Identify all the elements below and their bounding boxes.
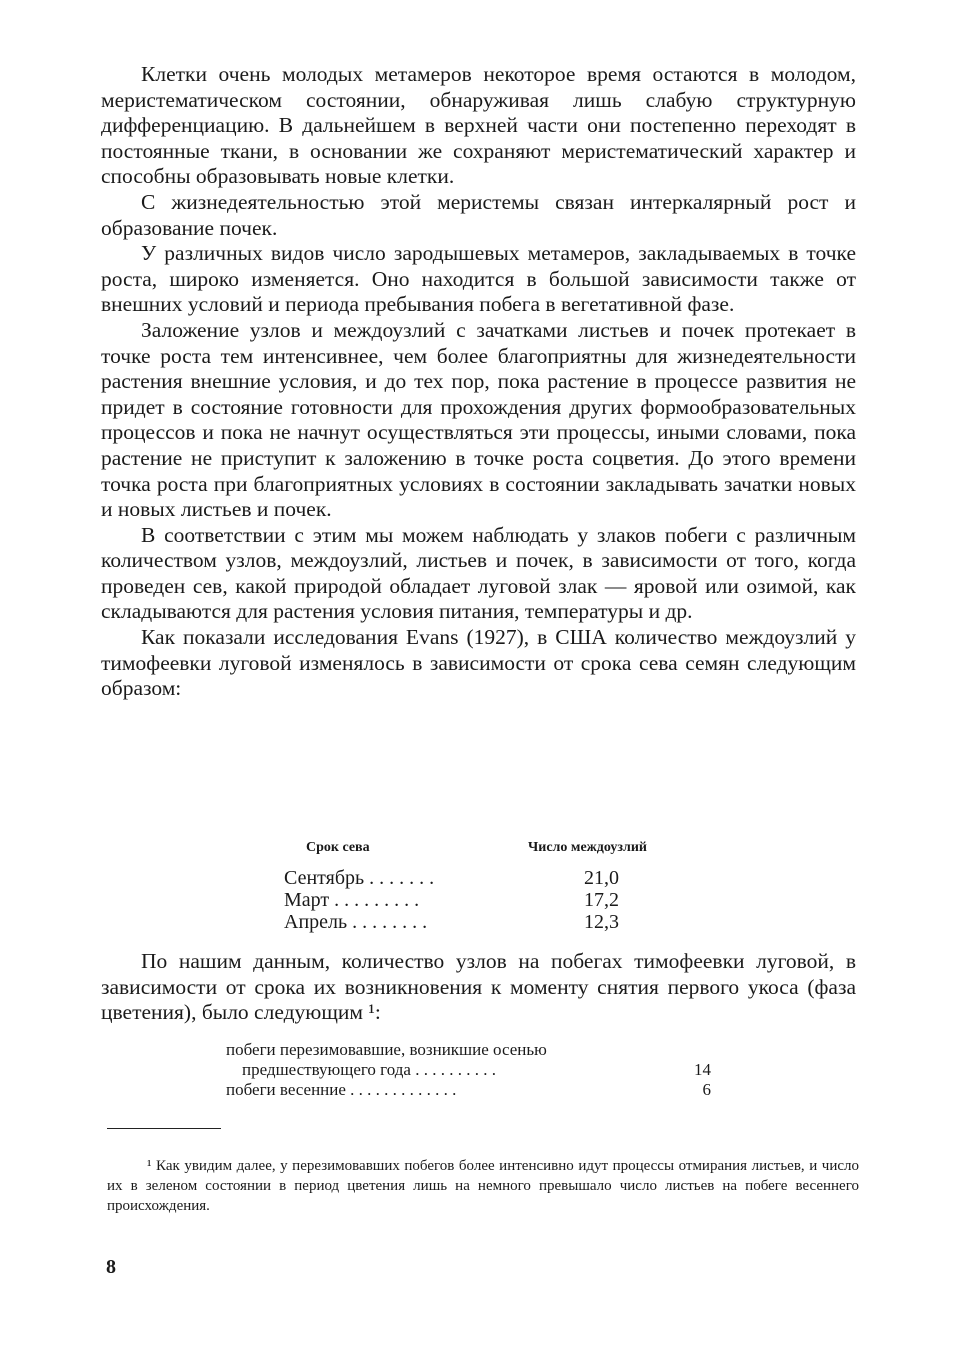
table-row [284, 889, 704, 911]
main-text-continued [101, 949, 856, 1026]
row-value: 12,3 [584, 911, 619, 933]
footnote-divider [107, 1128, 221, 1129]
main-text [101, 62, 856, 702]
paragraph-5: В соответствии с этим мы можем наблюдать у злаков побеги с различным количеством узлов, междоузлий, листьев и почек, в зависимости от того, когда проведен сев, какой природой обладает луговой злак — яровой или озимой, как складываются для растения условия питания, температуры и др. [101, 522, 856, 624]
table-row [226, 1040, 726, 1060]
node-count-table [226, 1040, 726, 1100]
column-header-internodes: Число междоузлий [528, 840, 647, 855]
footnote-text: ¹ Как увидим далее, у перезимовавших побегов более интенсивно идут процессы отмирания листьев, и число их в зеленом состоянии в период цветения лишь на немного превышало число листьев на побеге весеннего происхождения. [107, 1158, 859, 1214]
row-label: Апрель . . . . . . . . [284, 911, 428, 933]
table-row [284, 911, 704, 933]
page-number: 8 [106, 1256, 116, 1278]
row-value: 21,0 [584, 867, 619, 889]
paragraph-2: С жизнедеятельностью этой меристемы связан интеркалярный рост и образование почек. [101, 189, 856, 240]
paragraph-1: Клетки очень молодых метамеров некоторое время остаются в молодом, меристематическом состоянии, обнаруживая лишь слабую структурную дифференциацию. В дальнейшем в верхней части они постепенно переходят в постоянные ткани, в основании же сохраняют меристематический характер и способны образовывать новые клетки. [101, 62, 856, 189]
table-header [284, 837, 704, 859]
table-row [226, 1080, 726, 1100]
sowing-date-table [284, 837, 704, 933]
paragraph-6: Как показали исследования Evans (1927), в США количество междоузлий у тимофеевки луговой изменялось в зависимости от срока сева семян следующим образом: [101, 625, 856, 701]
table-row [226, 1060, 726, 1080]
row-label: Март . . . . . . . . . [284, 889, 420, 911]
row-label: побеги весенние . . . . . . . . . . . . . [226, 1080, 457, 1099]
footnote [107, 1156, 859, 1216]
row-value: 17,2 [584, 889, 619, 911]
paragraph-3: У различных видов число зародышевых метамеров, закладываемых в точке роста, широко изменяется. Оно находится в большой зависимости также от внешних условий и периода пребывания побега в вегетативной фазе. [101, 241, 856, 317]
column-header-sowing-date: Срок сева [306, 840, 370, 855]
row-value: 6 [702, 1080, 711, 1099]
paragraph-4: Заложение узлов и междоузлий с зачатками листьев и почек протекает в точке роста тем интенсивнее, чем более благоприятны для жизнедеятельности растения внешние условия, и до тех пор, пока растение в процессе развития не придет в состояние готовности для прохождения других формообразовательных процессов и пока не начнут осуществляться эти процессы, иными словами, пока растение не приступит к заложению в точке роста соцветия. До этого времени точка роста при благоприятных условиях в состоянии закладывать зачатки новых и новых листьев и почек. [101, 317, 856, 522]
table-row [284, 867, 704, 889]
row-label-line2: предшествующего года . . . . . . . . . . [242, 1060, 496, 1079]
row-label-line1: побеги перезимовавшие, возникшие осенью [226, 1040, 547, 1059]
row-label: Сентябрь . . . . . . . [284, 867, 435, 889]
paragraph-7: По нашим данным, количество узлов на побегах тимофеевки луговой, в зависимости от срока их возникновения к моменту снятия первого укоса (фаза цветения), было следующим ¹: [101, 949, 856, 1025]
row-value: 14 [694, 1060, 711, 1079]
